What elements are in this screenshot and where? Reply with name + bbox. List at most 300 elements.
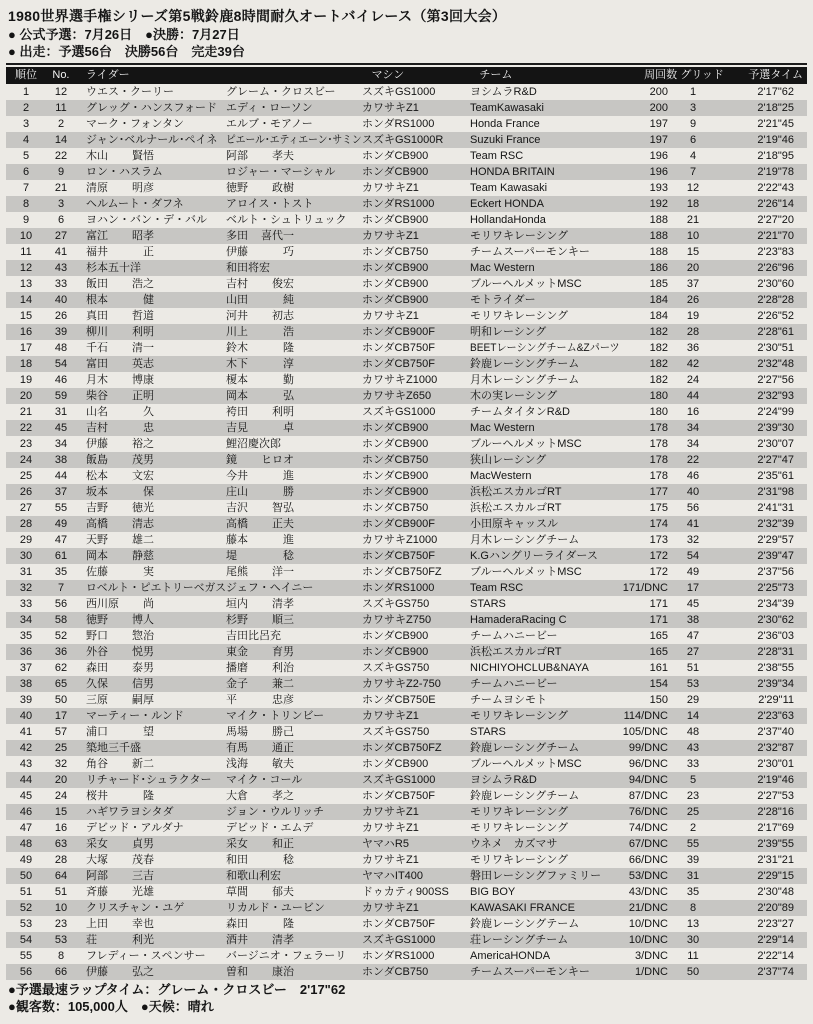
table-row [6, 276, 807, 292]
machine-cell: スズキGS1000 [362, 774, 436, 786]
rider1-cell: 富江 昭孝 [86, 230, 154, 242]
number-cell: 58 [54, 614, 68, 626]
machine-cell: ホンダCB750 [362, 454, 429, 466]
time-cell: 2'27"56 [757, 374, 794, 386]
position-cell: 37 [19, 662, 33, 674]
grid-cell: 34 [686, 422, 700, 434]
laps-cell: 182 [649, 374, 668, 386]
machine-cell: カワサキZ1000 [362, 534, 438, 546]
machine-cell: ホンダCB750F [362, 550, 435, 562]
time-cell: 2'32"87 [757, 742, 794, 754]
rider1-cell: 野口 惣治 [86, 630, 154, 642]
team-cell: ブルーヘルメットMSC [470, 758, 582, 770]
position-cell: 18 [19, 358, 33, 370]
grid-cell: 8 [689, 902, 697, 914]
time-cell: 2'32"48 [757, 358, 794, 370]
grid-cell: 55 [686, 838, 700, 850]
machine-cell: ホンダCB900 [362, 630, 429, 642]
position-cell: 12 [19, 262, 33, 274]
machine-cell: ホンダRS1000 [362, 118, 435, 130]
laps-cell: 43/DNC [628, 886, 668, 898]
time-cell: 2'20"89 [757, 902, 794, 914]
rider1-cell: 徳野 博人 [86, 614, 154, 626]
time-cell: 2'30"51 [757, 342, 794, 354]
position-cell: 52 [19, 902, 33, 914]
table-row [6, 212, 807, 228]
rider2-cell: 平 忠彦 [226, 694, 294, 706]
grid-cell: 10 [686, 230, 700, 242]
info-line-schedule: ● 公式予選：7月26日 ●決勝：7月27日 [8, 27, 240, 42]
grid-cell: 11 [687, 950, 699, 962]
position-cell: 33 [19, 598, 33, 610]
laps-cell: 200 [649, 86, 668, 98]
rider1-cell: 清原 明彦 [86, 182, 154, 194]
table-row [6, 900, 807, 916]
laps-cell: 188 [649, 246, 668, 258]
machine-cell: ホンダCB900 [362, 214, 429, 226]
table-row [6, 532, 807, 548]
position-cell: 49 [19, 854, 33, 866]
team-cell: Mac Western [470, 262, 535, 274]
rider2-cell: ベルト・シュトリュック [226, 214, 347, 226]
rider1-cell: 千石 清一 [86, 342, 154, 354]
table-row [6, 260, 807, 276]
footer-block [0, 982, 813, 1015]
table-row [6, 596, 807, 612]
grid-cell: 36 [686, 342, 700, 354]
rider1-cell: 斉藤 光雄 [86, 886, 154, 898]
team-cell: KAWASAKI FRANCE [470, 902, 575, 914]
rider2-cell: 山田 純 [226, 294, 294, 306]
number-cell: 39 [54, 326, 68, 338]
position-cell: 24 [19, 454, 33, 466]
position-cell: 17 [19, 342, 33, 354]
team-cell: チームタイタンR&D [470, 406, 571, 418]
grid-cell: 54 [686, 550, 700, 562]
machine-cell: カワサキZ1 [362, 310, 419, 322]
number-cell: 16 [54, 822, 68, 834]
position-cell: 10 [19, 230, 33, 242]
machine-cell: ホンダCB750F [362, 358, 435, 370]
rider2-cell: 阿部 孝夫 [226, 150, 294, 162]
machine-cell: カワサキZ1000 [362, 374, 438, 386]
machine-cell: カワサキZ650 [362, 390, 432, 402]
table-row [6, 148, 807, 164]
laps-cell: 178 [649, 438, 668, 450]
time-cell: 2'28"61 [757, 326, 794, 338]
number-cell: 38 [54, 454, 68, 466]
team-cell: 浜松エスカルゴRT [470, 486, 562, 498]
rider2-cell: 東金 育男 [226, 646, 294, 658]
number-cell: 22 [54, 150, 68, 162]
rider1-cell: 坂本 保 [86, 486, 154, 498]
time-cell: 2'19"46 [757, 134, 794, 146]
table-row [6, 468, 807, 484]
rider2-cell: 杉野 順三 [226, 614, 294, 626]
team-cell: モリワキレーシング [470, 710, 569, 722]
machine-cell: ホンダCB750E [362, 694, 436, 706]
machine-cell: ホンダCB750 [362, 246, 429, 258]
laps-cell: 197 [649, 134, 668, 146]
grid-cell: 17 [686, 582, 700, 594]
rider2-cell: 藤本 進 [226, 534, 294, 546]
time-cell: 2'29"14 [757, 934, 794, 946]
time-cell: 2'28"31 [757, 646, 794, 658]
number-cell: 64 [54, 870, 68, 882]
time-cell: 2'18"25 [757, 102, 794, 114]
team-cell: Eckert HONDA [470, 198, 544, 210]
team-cell: MacWestern [470, 470, 532, 482]
time-cell: 2'30"07 [757, 438, 794, 450]
position-cell: 13 [19, 278, 33, 290]
number-cell: 35 [54, 566, 68, 578]
position-cell: 50 [19, 870, 33, 882]
time-cell: 2'41"31 [757, 502, 794, 514]
machine-cell: ホンダCB900 [362, 758, 429, 770]
time-cell: 2'39"55 [757, 838, 794, 850]
table-row [6, 884, 807, 900]
table-row [6, 484, 807, 500]
number-cell: 11 [55, 102, 67, 114]
time-cell: 2'23"83 [757, 246, 794, 258]
rider2-cell: 森田 隆 [226, 918, 294, 930]
number-cell: 51 [54, 886, 68, 898]
machine-cell: ホンダCB750FZ [362, 566, 442, 578]
rider2-cell: 和田将宏 [226, 262, 270, 274]
laps-cell: 171 [649, 598, 668, 610]
team-cell: HONDA BRITAIN [470, 166, 555, 178]
time-cell: 2'37"40 [757, 726, 794, 738]
number-cell: 41 [54, 246, 68, 258]
grid-cell: 25 [686, 806, 700, 818]
time-cell: 2'30"60 [757, 278, 794, 290]
machine-cell: スズキGS750 [362, 598, 430, 610]
table-row [6, 196, 807, 212]
machine-cell: ホンダCB900 [362, 262, 429, 274]
rider2-cell: 多田 喜代一 [226, 230, 294, 242]
position-cell: 14 [19, 294, 33, 306]
position-cell: 25 [19, 470, 33, 482]
rider1-cell: 飯田 浩之 [86, 278, 154, 290]
machine-cell: ホンダCB900 [362, 486, 429, 498]
position-cell: 27 [19, 502, 33, 514]
team-cell: 鈴鹿レーシングチーム [470, 742, 580, 754]
time-cell: 2'29"15 [757, 870, 794, 882]
laps-cell: 173 [649, 534, 668, 546]
rider1-cell: 木山 賢悟 [86, 150, 154, 162]
grid-cell: 42 [686, 358, 700, 370]
footer-attendance-weather: ●観客数：105,000人 ●天候：晴れ [8, 998, 214, 1014]
rider1-cell: 外谷 悦男 [86, 646, 154, 658]
rider1-cell: 西川原 尚 [86, 598, 154, 610]
grid-cell: 1 [689, 86, 697, 98]
team-cell: HollandaHonda [470, 214, 546, 226]
position-cell: 23 [19, 438, 33, 450]
time-cell: 2'25"73 [757, 582, 794, 594]
rider2-cell: 吉村 俊宏 [226, 278, 294, 290]
grid-cell: 5 [689, 774, 697, 786]
grid-cell: 40 [686, 486, 700, 498]
header-position: 順位 [14, 69, 37, 81]
rider1-cell: ヨハン・バン・デ・バル [86, 214, 207, 226]
machine-cell: ホンダCB900 [362, 646, 429, 658]
rider2-cell: 有馬 通正 [226, 742, 294, 754]
number-cell: 7 [57, 582, 65, 594]
team-cell: 浜松エスカルゴRT [470, 502, 562, 514]
table-row [6, 708, 807, 724]
number-cell: 44 [54, 470, 68, 482]
table-row [6, 692, 807, 708]
table-row [6, 756, 807, 772]
laps-cell: 161 [649, 662, 668, 674]
laps-cell: 67/DNC [628, 838, 668, 850]
number-cell: 6 [57, 214, 65, 226]
number-cell: 55 [54, 502, 68, 514]
number-cell: 61 [54, 550, 68, 562]
team-cell: 荘レーシングチーム [470, 934, 569, 946]
number-cell: 49 [54, 518, 68, 530]
number-cell: 34 [54, 438, 68, 450]
rider2-cell: 袴田 利明 [226, 406, 294, 418]
time-cell: 2'23"27 [757, 918, 794, 930]
rider2-cell: 榎本 勤 [226, 374, 294, 386]
grid-cell: 53 [686, 678, 700, 690]
laps-cell: 182 [649, 358, 668, 370]
grid-cell: 39 [686, 854, 700, 866]
position-cell: 38 [19, 678, 33, 690]
grid-cell: 48 [686, 726, 700, 738]
rider1-cell: ウエス・クーリー [86, 86, 174, 98]
footer-fastest-lap: ●予選最速ラップタイム：グレーム・クロスビー 2'17"62 [8, 982, 346, 997]
team-cell: TeamKawasaki [470, 102, 544, 114]
machine-cell: ホンダCB900 [362, 166, 429, 178]
team-cell: チームハニービー [470, 630, 558, 642]
team-cell: チームスーパーモンキー [470, 966, 590, 978]
rider1-cell: 月木 博康 [86, 374, 154, 386]
position-cell: 20 [19, 390, 33, 402]
position-cell: 30 [19, 550, 33, 562]
laps-cell: 114/DNC [623, 710, 668, 722]
position-cell: 32 [19, 582, 33, 594]
table-row [6, 548, 807, 564]
machine-cell: ホンダCB750 [362, 966, 429, 978]
laps-cell: 180 [649, 390, 668, 402]
time-cell: 2'34"39 [757, 598, 794, 610]
time-cell: 2'29"11 [758, 694, 794, 706]
time-cell: 2'22"14 [757, 950, 794, 962]
rider1-cell: 真田 哲道 [86, 310, 154, 322]
grid-cell: 35 [686, 886, 700, 898]
grid-cell: 46 [686, 470, 700, 482]
team-cell: Honda France [470, 118, 540, 130]
position-cell: 22 [19, 422, 33, 434]
number-cell: 56 [54, 598, 68, 610]
team-cell: 鈴鹿レーシングチーム [470, 790, 580, 802]
rider2-cell: 尾熊 洋一 [226, 566, 294, 578]
rider2-cell: 木下 淳 [226, 358, 294, 370]
grid-cell: 9 [689, 118, 697, 130]
table-row [6, 340, 807, 356]
laps-cell: 165 [649, 630, 668, 642]
laps-cell: 66/DNC [628, 854, 668, 866]
grid-cell: 51 [686, 662, 700, 674]
grid-cell: 32 [686, 534, 700, 546]
laps-cell: 172 [649, 550, 668, 562]
machine-cell: ヤマハR5 [362, 838, 409, 850]
table-row [6, 580, 807, 596]
laps-cell: 99/DNC [628, 742, 668, 754]
number-cell: 33 [54, 278, 68, 290]
grid-cell: 56 [686, 502, 700, 514]
laps-cell: 10/DNC [628, 918, 668, 930]
number-cell: 46 [54, 374, 68, 386]
machine-cell: カワサキZ1 [362, 102, 419, 114]
laps-cell: 53/DNC [628, 870, 668, 882]
team-cell: チームスーパーモンキー [470, 246, 590, 258]
machine-cell: ホンダCB750F [362, 790, 435, 802]
rider2-cell: 垣内 清孝 [226, 598, 294, 610]
rider1-cell: 桜井 隆 [86, 790, 154, 802]
machine-cell: スズキGS750 [362, 662, 430, 674]
team-cell: Team Kawasaki [470, 182, 548, 194]
laps-cell: 3/DNC [634, 950, 668, 962]
number-cell: 65 [54, 678, 68, 690]
table-row [6, 500, 807, 516]
number-cell: 3 [57, 198, 65, 210]
laps-cell: 74/DNC [628, 822, 668, 834]
grid-cell: 49 [686, 566, 700, 578]
rider2-cell: 岡本 弘 [226, 390, 294, 402]
time-cell: 2'28"28 [757, 294, 794, 306]
rider2-cell: 和歌山利宏 [226, 870, 281, 882]
machine-cell: ホンダCB900 [362, 422, 429, 434]
number-cell: 24 [54, 790, 68, 802]
position-cell: 19 [19, 374, 33, 386]
header-grid: グリッド [680, 69, 724, 81]
rider2-cell: ロジャー・マーシャル [226, 166, 336, 178]
rider1-cell: 飯島 茂男 [86, 454, 154, 466]
rider1-cell: 天野 雄二 [86, 534, 154, 546]
rider2-cell: マイク・コール [226, 774, 303, 786]
number-cell: 43 [54, 262, 68, 274]
number-cell: 40 [54, 294, 68, 306]
team-cell: 木の実レーシング [470, 390, 558, 402]
grid-cell: 31 [686, 870, 700, 882]
laps-cell: 1/DNC [634, 966, 668, 978]
machine-cell: ドゥカティ900SS [362, 886, 449, 898]
position-cell: 41 [19, 726, 33, 738]
laps-cell: 174 [649, 518, 668, 530]
rider2-cell: ジェフ・ヘイニー [226, 582, 314, 594]
position-cell: 51 [19, 886, 33, 898]
number-cell: 66 [54, 966, 68, 978]
number-cell: 57 [54, 726, 68, 738]
rider2-cell: グレーム・クロスビー [226, 86, 336, 98]
rider1-cell: クリスチャン・ユゲ [86, 902, 185, 914]
position-cell: 34 [19, 614, 33, 626]
position-cell: 26 [19, 486, 33, 498]
number-cell: 15 [54, 806, 68, 818]
rider1-cell: 根本 健 [86, 294, 154, 306]
table-row [6, 740, 807, 756]
team-cell: ヨシムラR&D [470, 86, 537, 98]
rider1-cell: 柴谷 正明 [86, 390, 154, 402]
time-cell: 2'38"55 [757, 662, 794, 674]
time-cell: 2'30"62 [757, 614, 794, 626]
laps-cell: 171 [649, 614, 668, 626]
laps-cell: 196 [649, 150, 668, 162]
results-table [6, 63, 807, 980]
number-cell: 26 [54, 310, 68, 322]
number-cell: 48 [54, 342, 68, 354]
number-cell: 31 [54, 406, 68, 418]
number-cell: 32 [54, 758, 68, 770]
team-cell: チームヨシモト [470, 694, 547, 706]
table-row [6, 628, 807, 644]
machine-cell: ホンダCB750FZ [362, 742, 442, 754]
machine-cell: ホンダCB900 [362, 278, 429, 290]
machine-cell: カワサキZ1 [362, 854, 419, 866]
rider2-cell: デビッド・エムデ [226, 822, 314, 834]
laps-cell: 193 [649, 182, 668, 194]
rider2-cell: ジョン・ウルリッチ [226, 806, 325, 818]
number-cell: 20 [54, 774, 68, 786]
grid-cell: 6 [689, 134, 697, 146]
laps-cell: 188 [649, 214, 668, 226]
number-cell: 47 [54, 534, 68, 546]
position-cell: 6 [22, 166, 30, 178]
time-cell: 2'30"01 [757, 758, 794, 770]
position-cell: 45 [19, 790, 33, 802]
rider1-cell: 伊藤 裕之 [86, 438, 154, 450]
number-cell: 10 [54, 902, 68, 914]
team-cell: Team RSC [470, 150, 524, 162]
rider2-cell: 鯉沼慶次郎 [226, 438, 281, 450]
table-row [6, 84, 807, 100]
rider2-cell: 今井 進 [226, 470, 294, 482]
position-cell: 44 [19, 774, 33, 786]
rider2-cell: リカルド・ユービン [226, 902, 325, 914]
rider2-cell: 草間 郁夫 [226, 886, 294, 898]
grid-cell: 22 [686, 454, 700, 466]
rider1-cell: 佐藤 実 [86, 566, 154, 578]
grid-cell: 26 [686, 294, 700, 306]
table-row [6, 388, 807, 404]
laps-cell: 180 [649, 406, 668, 418]
rider1-cell: 松本 文宏 [86, 470, 154, 482]
number-cell: 8 [57, 950, 65, 962]
grid-cell: 19 [686, 310, 700, 322]
laps-cell: 87/DNC [628, 790, 668, 802]
team-cell: ブルーヘルメットMSC [470, 278, 582, 290]
laps-cell: 182 [649, 342, 668, 354]
position-cell: 35 [19, 630, 33, 642]
grid-cell: 43 [686, 742, 700, 754]
rider1-cell: 采女 貞男 [86, 838, 154, 850]
team-cell: STARS [470, 598, 506, 610]
laps-cell: 184 [649, 310, 668, 322]
table-row [6, 660, 807, 676]
position-cell: 7 [22, 182, 30, 194]
grid-cell: 4 [689, 150, 697, 162]
rider2-cell: 伊藤 巧 [226, 246, 294, 258]
laps-cell: 76/DNC [628, 806, 668, 818]
team-cell: 月木レーシングチーム [470, 534, 580, 546]
time-cell: 2'27"47 [757, 454, 794, 466]
position-cell: 5 [22, 150, 30, 162]
rider2-cell: 曽和 康治 [226, 966, 294, 978]
laps-cell: 184 [649, 294, 668, 306]
